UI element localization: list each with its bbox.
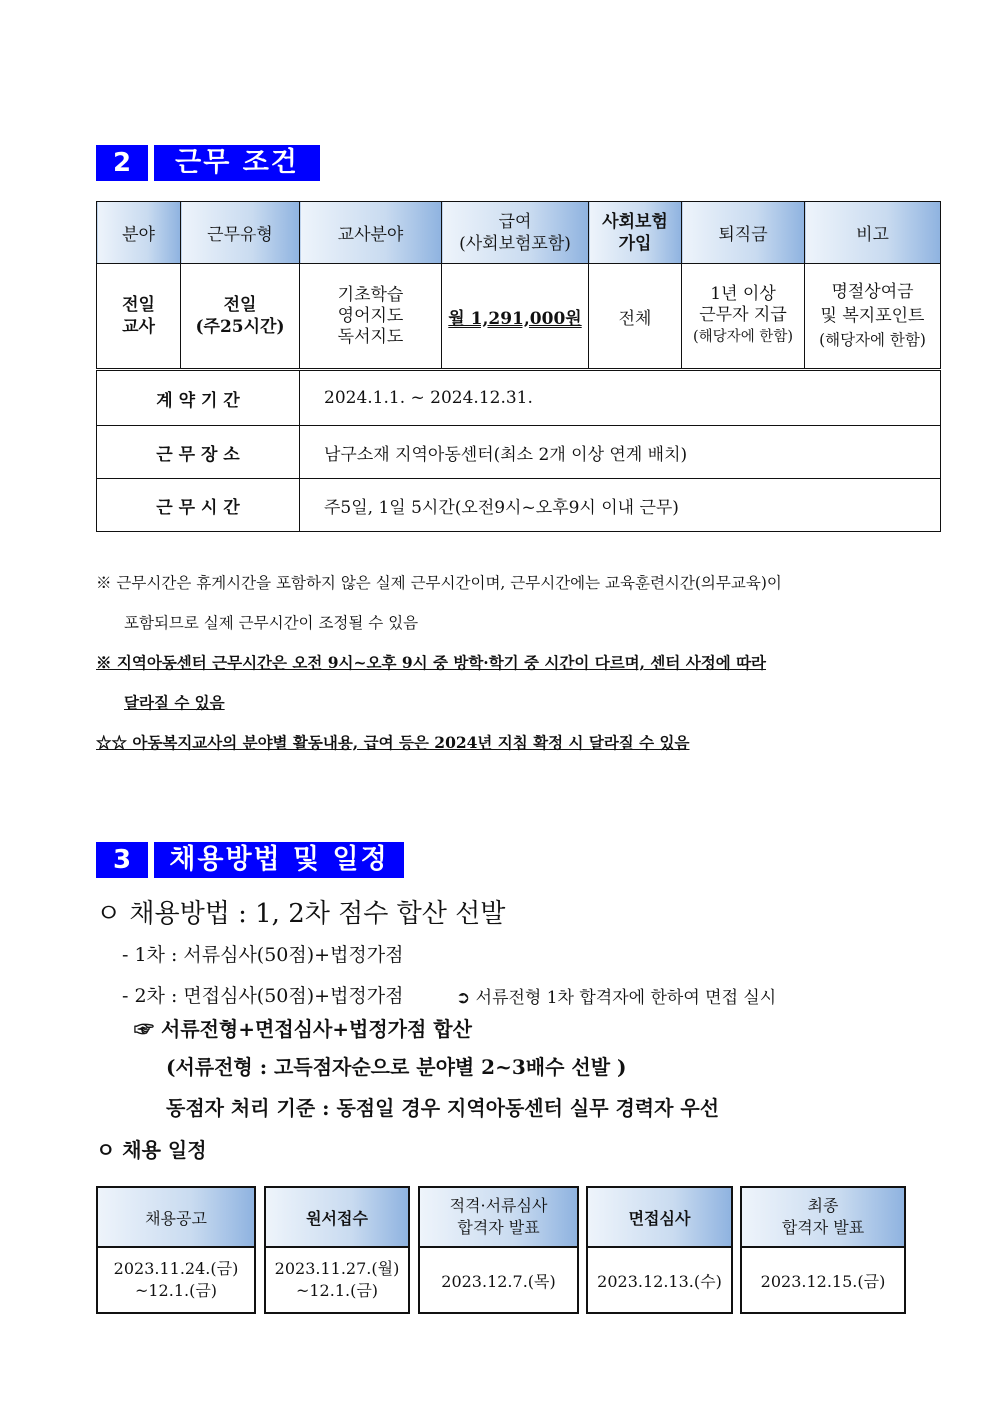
method-step-1: - 1차 : 서류심사(50점)+법정가점 xyxy=(122,944,404,966)
section-3-title xyxy=(96,842,404,878)
cell-severance: 1년 이상 근무자 지급 (해당자에 한함) xyxy=(682,264,805,370)
contract-label: 계 약 기 간 xyxy=(97,370,300,426)
schedule-label: 원서접수 xyxy=(265,1187,409,1247)
schedule-date: 2023.11.27.(월) ~12.1.(금) xyxy=(265,1247,409,1313)
header-type: 근무유형 xyxy=(181,202,300,264)
method-step-2-note: ➲ 서류전형 1차 합격자에 한하여 면접 실시 xyxy=(456,988,777,1008)
work-conditions-table xyxy=(96,201,941,532)
header-teacher: 교사분야 xyxy=(300,202,442,264)
schedule-box-1 xyxy=(96,1186,256,1314)
section-3-heading: 채용방법 및 일정 xyxy=(154,842,404,878)
schedule-label: 최종 합격자 발표 xyxy=(741,1187,905,1247)
table-row-contract xyxy=(97,370,941,426)
cell-insurance: 전체 xyxy=(589,264,682,370)
cell-teacher: 기초학습 영어지도 독서지도 xyxy=(300,264,442,370)
schedule-label: 적격·서류심사 합격자 발표 xyxy=(419,1187,578,1247)
section-2-title xyxy=(96,145,320,181)
table-row xyxy=(97,264,941,370)
note-3: ☆☆ 아동복지교사의 분야별 활동내용, 급여 등은 2024년 지침 확정 시 달라질 수 있음 xyxy=(96,733,690,752)
schedule-box-2 xyxy=(264,1186,410,1314)
method-step-2: - 2차 : 면접심사(50점)+법정가점 xyxy=(122,985,404,1007)
schedule-label: 채용공고 xyxy=(97,1187,255,1247)
schedule-date: 2023.12.15.(금) xyxy=(741,1247,905,1313)
table-row-hours xyxy=(97,479,941,532)
header-field: 분야 xyxy=(97,202,181,264)
table-row-place xyxy=(97,426,941,479)
cell-field: 전일 교사 xyxy=(97,264,181,370)
schedule-box-3 xyxy=(418,1186,579,1314)
table-header-row xyxy=(97,202,941,264)
place-label: 근 무 장 소 xyxy=(97,426,300,479)
hours-label: 근 무 시 간 xyxy=(97,479,300,532)
note-2-line-2: 달라질 수 있음 xyxy=(124,693,225,712)
schedule-date: 2023.12.7.(목) xyxy=(419,1247,578,1313)
header-insurance: 사회보험 가입 xyxy=(589,202,682,264)
place-value: 남구소재 지역아동센터(최소 2개 이상 연계 배치) xyxy=(300,426,941,479)
schedule-box-5 xyxy=(740,1186,906,1314)
section-2-heading: 근무 조건 xyxy=(154,145,320,181)
method-tie-rule: 동점자 처리 기준 : 동점일 경우 지역아동센터 실무 경력자 우선 xyxy=(166,1096,720,1120)
header-salary: 급여 (사회보험포함) xyxy=(442,202,589,264)
method-screening: (서류전형 : 고득점자순으로 분야별 2~3배수 선발 ) xyxy=(166,1055,627,1079)
cell-type: 전일 (주25시간) xyxy=(181,264,300,370)
schedule-label: 면접심사 xyxy=(587,1187,732,1247)
schedule-heading: ㅇ 채용 일정 xyxy=(96,1138,207,1162)
schedule-box-4 xyxy=(586,1186,733,1314)
schedule-date: 2023.11.24.(금) ~12.1.(금) xyxy=(97,1247,255,1313)
note-2-line-1: ※ 지역아동센터 근무시간은 오전 9시~오후 9시 중 방학·학기 중 시간이 다르며, 센터 사정에 따라 xyxy=(96,653,767,672)
hours-value: 주5일, 1일 5시간(오전9시~오후9시 이내 근무) xyxy=(300,479,941,532)
cell-remarks: 명절상여금 및 복지포인트 (해당자에 한함) xyxy=(805,264,941,370)
header-severance: 퇴직금 xyxy=(682,202,805,264)
method-sum: ☞ 서류전형+면접심사+법정가점 합산 xyxy=(134,1017,472,1041)
method-heading: ㅇ 채용방법 : 1, 2차 점수 합산 선발 xyxy=(96,899,506,929)
section-3-number: 3 xyxy=(96,842,148,878)
contract-value: 2024.1.1. ~ 2024.12.31. xyxy=(300,370,941,426)
section-2-number: 2 xyxy=(96,145,148,181)
schedule-date: 2023.12.13.(수) xyxy=(587,1247,732,1313)
cell-salary: 월 1,291,000원 xyxy=(442,264,589,370)
note-1-line-2: 포함되므로 실제 근무시간이 조정될 수 있음 xyxy=(124,614,419,632)
header-remarks: 비고 xyxy=(805,202,941,264)
note-1-line-1: ※ 근무시간은 휴게시간을 포함하지 않은 실제 근무시간이며, 근무시간에는 교육훈련시간(의무교육)이 xyxy=(96,574,782,592)
